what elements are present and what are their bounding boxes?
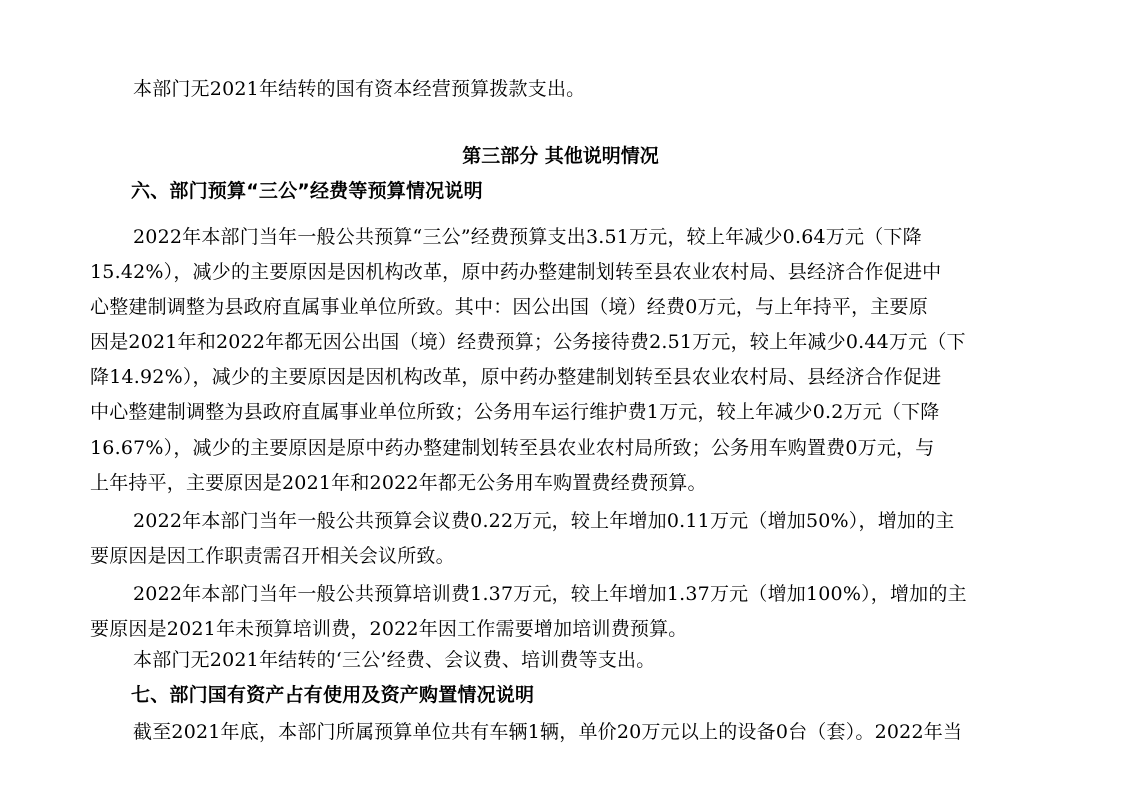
text-line: 截至2021年底，本部门所属预算单位共有车辆1辆，单价20万元以上的设备0台（套）。2022年当: [133, 721, 963, 743]
text-line: 16.67%），减少的主要原因是原中药办整建制划转至县农业农村局所致；公务用车购置费0万元，与: [90, 437, 935, 459]
text-line: 本部门无2021年结转的‘三公’经费、会议费、培训费等支出。: [133, 649, 656, 671]
text-line: 降14.92%），减少的主要原因是因机构改革，原中药办整建制划转至县农业农村局、县经济合作促进: [90, 366, 942, 388]
text-line: 心整建制调整为县政府直属事业单位所致。其中：因公出国（境）经费0万元，与上年持平，主要原: [90, 296, 928, 318]
part-title: 第三部分 其他说明情况: [462, 145, 659, 167]
section-heading: 七、部门国有资产占有使用及资产购置情况说明: [131, 684, 535, 706]
text-line: 2022年本部门当年一般公共预算会议费0.22万元，较上年增加0.11万元（增加50%），增加的主: [133, 510, 955, 532]
text-line: 要原因是2021年未预算培训费，2022年因工作需要增加培训费预算。: [90, 618, 688, 640]
text-line: 15.42%），减少的主要原因是因机构改革，原中药办整建制划转至县农业农村局、县经济合作促进中: [90, 261, 942, 283]
text-line: 因是2021年和2022年都无因公出国（境）经费预算；公务接待费2.51万元，较上年减少0.44万元（下: [90, 331, 966, 353]
text-line: 要原因是因工作职责需召开相关会议所致。: [90, 545, 455, 567]
text-line: 上年持平，主要原因是2021年和2022年都无公务用车购置费经费预算。: [90, 472, 707, 494]
section-heading: 六、部门预算“三公”经费等预算情况说明: [131, 180, 483, 202]
text-line: 中心整建制调整为县政府直属事业单位所致；公务用车运行维护费1万元，较上年减少0.2万元（下降: [90, 401, 940, 423]
text-line: 2022年本部门当年一般公共预算培训费1.37万元，较上年增加1.37万元（增加100%），增加的主: [133, 583, 967, 605]
text-line: 本部门无2021年结转的国有资本经营预算拨款支出。: [133, 78, 586, 100]
text-line: 2022年本部门当年一般公共预算“三公”经费预算支出3.51万元，较上年减少0.64万元（下降: [133, 226, 922, 248]
